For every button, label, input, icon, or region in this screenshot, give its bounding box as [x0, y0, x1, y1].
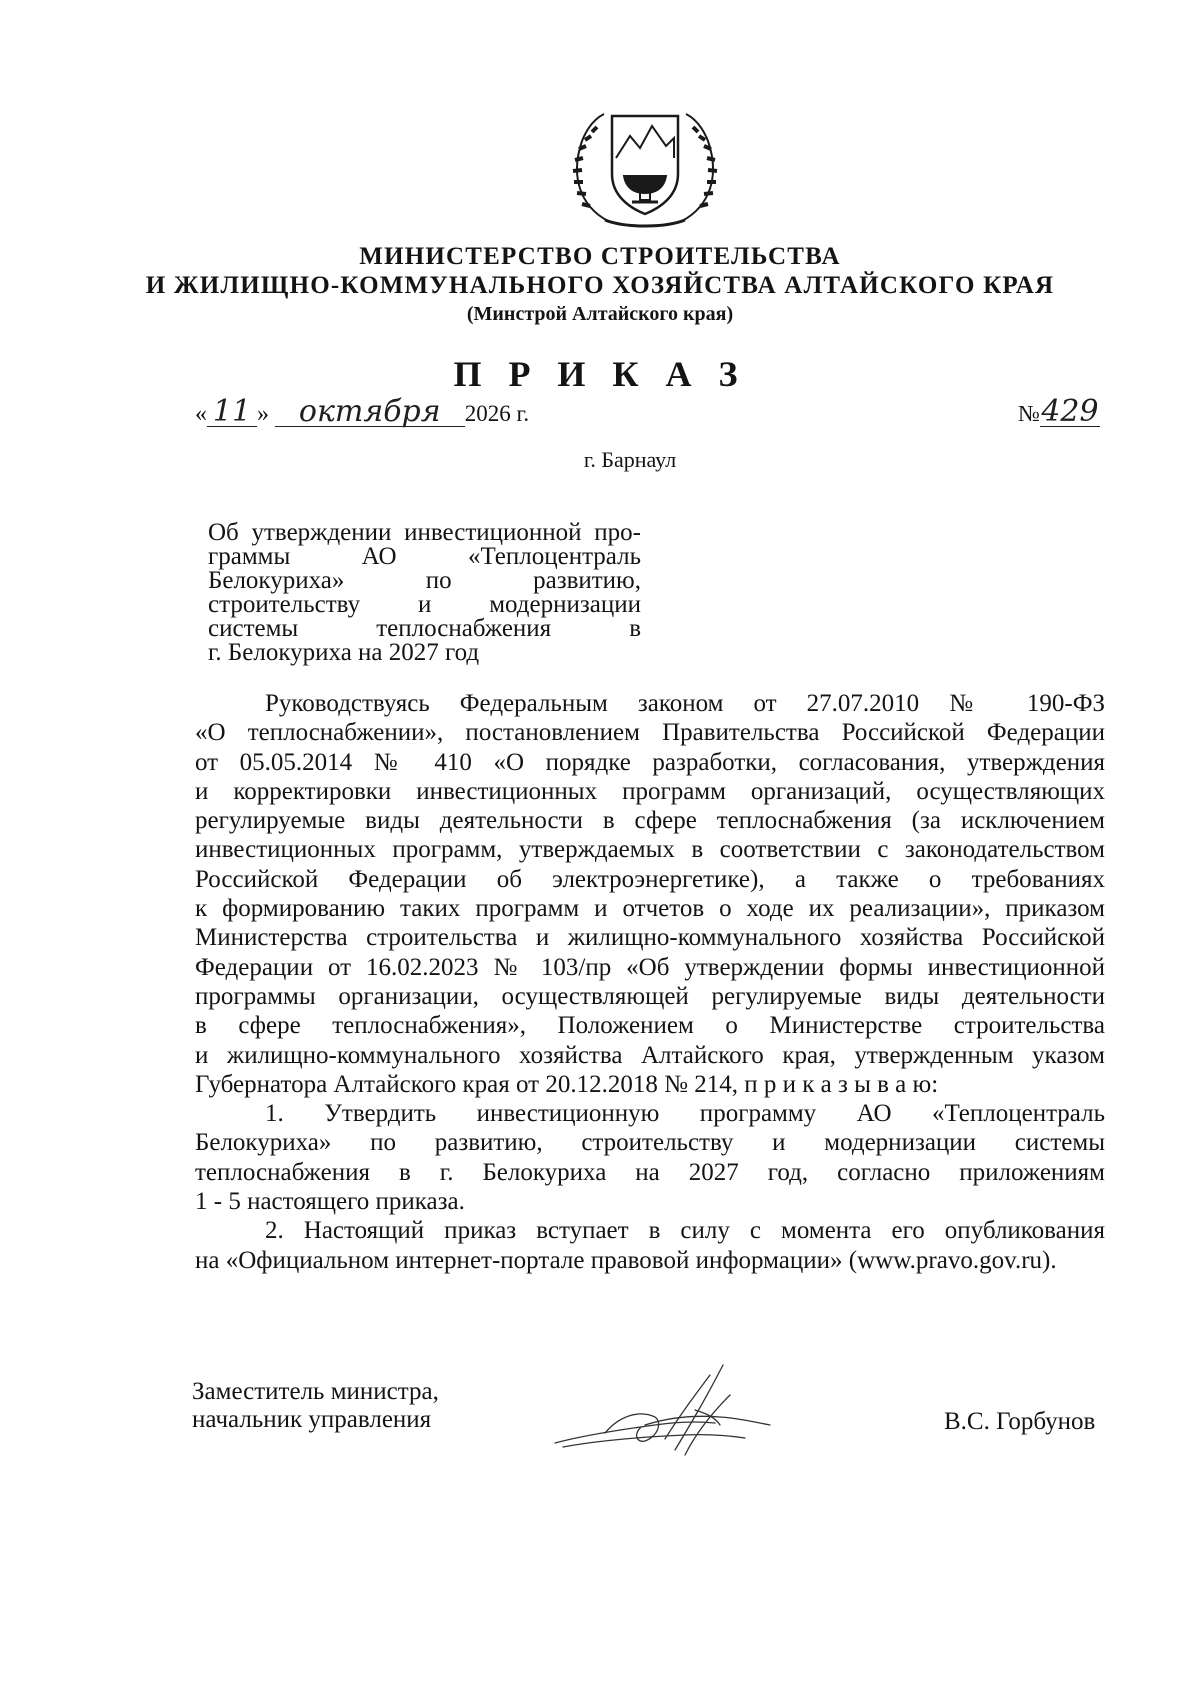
body-line: к формированию таких программ и отчетов о ходе их реализации», приказом — [195, 895, 1105, 923]
number-sign: № — [1018, 401, 1040, 426]
body-line: инвестиционных программ, утверждаемых в соответствии с законодательством — [195, 836, 1105, 864]
item-1-line: Белокуриха» по развитию, строительству и модернизации системы — [195, 1129, 1105, 1157]
document-type-title: П Р И К А З — [453, 354, 747, 394]
item-2-line: 2. Настоящий приказ вступает в силу с момента его опубликования — [265, 1217, 1105, 1245]
body-line: регулируемые виды деятельности в сфере теплоснабжения (за исключением — [195, 807, 1105, 835]
coat-of-arms-icon — [560, 96, 730, 231]
subject-line: Белокуриха» по развитию, — [208, 567, 641, 594]
subject-line: г. Белокуриха на 2027 год — [208, 639, 480, 666]
body-line: в сфере теплоснабжения», Положением о Министерстве строительства — [195, 1012, 1105, 1040]
body-line: Российской Федерации об электроэнергетике), а также о требованиях — [195, 865, 1105, 893]
date-month: октября — [275, 398, 465, 427]
subject-line: системы теплоснабжения в — [208, 615, 641, 642]
body-line: «О теплоснабжении», постановлением Правительства Российской Федерации — [195, 719, 1105, 747]
body-line: Министерства строительства и жилищно-коммунального хозяйства Российской — [195, 924, 1105, 952]
date-day: 11 — [207, 398, 257, 427]
body-line: от 05.05.2014 № 410 «О порядке разработки, согласования, утверждения — [195, 748, 1105, 776]
position-line: начальник управления — [192, 1406, 432, 1433]
order-body — [195, 689, 1105, 1275]
subject-line: строительству и модернизации — [208, 591, 641, 618]
item-2-line: на «Официальном интернет-портале правовой информации» (www.pravo.gov.ru). — [195, 1246, 1057, 1274]
body-line: Федерации от 16.02.2023 № 103/пр «Об утверждении формы инвестиционной — [195, 953, 1105, 981]
order-subject — [208, 521, 641, 665]
ministry-name-line2: И ЖИЛИЩНО-КОММУНАЛЬНОГО ХОЗЯЙСТВА АЛТАЙСКОГО КРАЯ — [145, 272, 1055, 299]
signatory-position — [192, 1378, 439, 1434]
date-year: 2026 г. — [464, 401, 530, 426]
date-quote-open: « — [195, 401, 207, 427]
signatory-name: В.С. Горбунов — [944, 1408, 1096, 1435]
body-line: Губернатора Алтайского края от 20.12.2018 № 214, п р и к а з ы в а ю: — [195, 1070, 939, 1098]
order-number — [1018, 394, 1100, 429]
date-quote-close: » — [257, 401, 269, 427]
order-date — [195, 394, 530, 429]
ministry-name-line1: МИНИСТЕРСТВО СТРОИТЕЛЬСТВА — [359, 243, 841, 270]
body-line: и корректировки инвестиционных программ организаций, осуществляющих — [195, 777, 1105, 805]
body-line: Руководствуясь Федеральным законом от 27.07.2010 № 190-ФЗ — [265, 690, 1105, 717]
subject-line: Об утверждении инвестиционной про- — [208, 519, 641, 546]
handwritten-signature-icon — [545, 1355, 785, 1470]
item-1-line: 1. Утвердить инвестиционную программу АО «Теплоцентраль — [265, 1100, 1105, 1128]
city: г. Барнаул — [583, 447, 677, 472]
number-value: 429 — [1041, 394, 1099, 429]
ministry-short-name: (Минстрой Алтайского края) — [466, 303, 734, 325]
item-1-line: теплоснабжения в г. Белокуриха на 2027 год, согласно приложениям — [195, 1158, 1105, 1186]
subject-line: граммы АО «Теплоцентраль — [208, 543, 641, 570]
body-line: и жилищно-коммунального хозяйства Алтайского края, утвержденным указом — [195, 1041, 1105, 1069]
body-line: программы организации, осуществляющей регулируемые виды деятельности — [195, 982, 1105, 1010]
item-1-line: 1 - 5 настоящего приказа. — [195, 1188, 465, 1216]
position-line: Заместитель министра, — [192, 1378, 439, 1405]
